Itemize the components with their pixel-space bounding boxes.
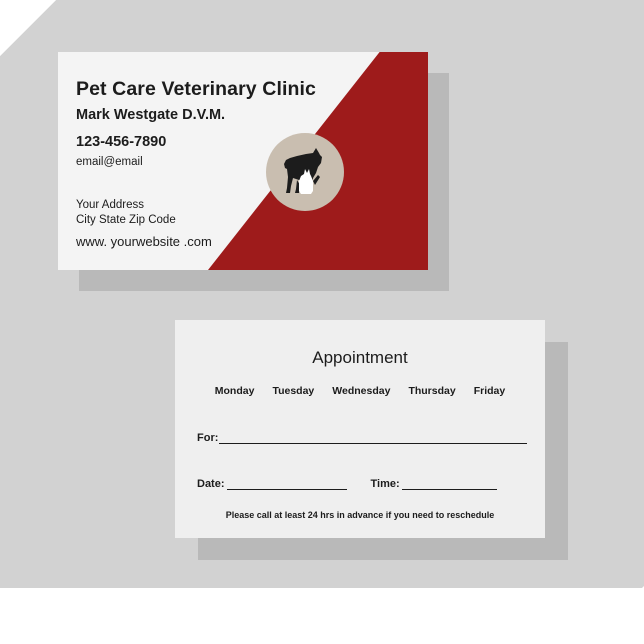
address-line-2: City State Zip Code xyxy=(76,214,176,226)
date-time-field-row xyxy=(197,478,527,490)
weekday-row xyxy=(175,385,545,397)
appointment-card[interactable] xyxy=(175,320,545,538)
date-input-line[interactable] xyxy=(227,478,347,490)
clinic-name: Pet Care Veterinary Clinic xyxy=(76,78,316,100)
date-label: Date: xyxy=(197,478,225,490)
appointment-title: Appointment xyxy=(312,348,408,367)
weekday-thursday[interactable]: Thursday xyxy=(408,385,456,397)
dog-and-cat-silhouette-icon xyxy=(266,133,344,211)
address-line-1: Your Address xyxy=(76,199,144,211)
website-url: www. yourwebsite .com xyxy=(76,234,212,249)
time-input-line[interactable] xyxy=(402,478,497,490)
weekday-tuesday[interactable]: Tuesday xyxy=(272,385,315,397)
phone-number: 123-456-7890 xyxy=(76,134,167,150)
weekday-monday[interactable]: Monday xyxy=(214,385,255,397)
for-input-line[interactable] xyxy=(219,432,527,444)
for-label: For: xyxy=(197,432,219,444)
for-field-row xyxy=(197,432,527,444)
reschedule-note: Please call at least 24 hrs in advance if you need to reschedule xyxy=(225,510,495,520)
weekday-friday[interactable]: Friday xyxy=(473,385,506,397)
weekday-wednesday[interactable]: Wednesday xyxy=(332,385,391,397)
time-label: Time: xyxy=(370,478,400,490)
doctor-name: Mark Westgate D.V.M. xyxy=(76,107,226,123)
front-card[interactable] xyxy=(58,52,428,270)
email-address: email@email xyxy=(76,156,143,168)
